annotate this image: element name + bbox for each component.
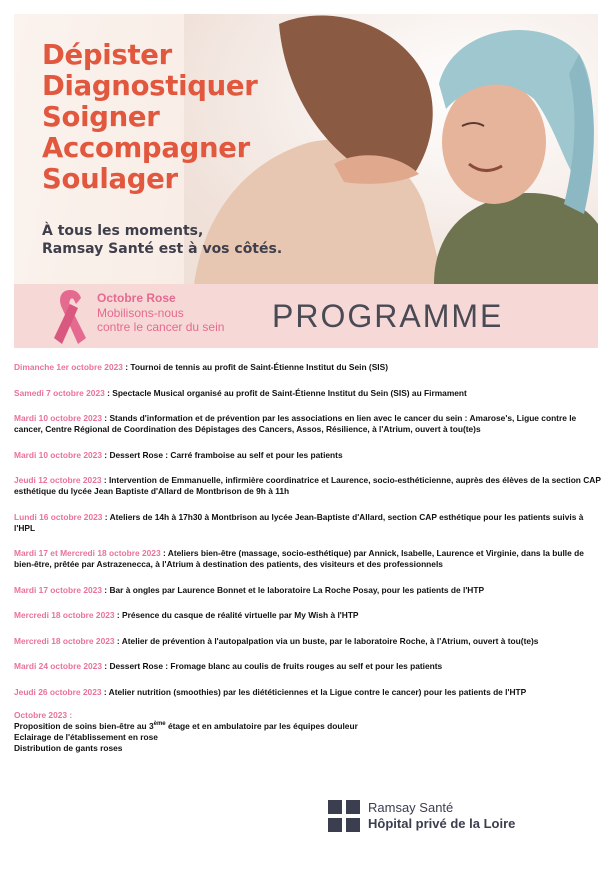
event-date: Mardi 10 octobre 2023 (14, 413, 102, 423)
headline-line: Soulager (42, 163, 178, 195)
event-item: Jeudi 12 octobre 2023 : Intervention de Emmanuelle, infirmière coordinatrice et Laurence, socio-esthéticienne, auprès des élèves de la section CAP esthétique du lycée Jean Baptiste d'Allard de Montbrison de 9h à 11h (14, 475, 601, 496)
event-item: Dimanche 1er octobre 2023 : Tournoi de tennis au profit de Saint-Étienne Institut du Sein (SIS) (14, 362, 388, 372)
event-text: Spectacle Musical organisé au profit de Saint-Étienne Institut du Sein (SIS) au Firmament (112, 387, 467, 398)
event-list (14, 362, 606, 769)
headline-line: Dépister (42, 39, 172, 71)
event-date: Jeudi 26 octobre 2023 (14, 686, 102, 697)
event-text: Tournoi de tennis au profit de Saint-Étienne Institut du Sein (SIS) (130, 362, 388, 372)
band-subtitle-line: contre le cancer du sein (97, 320, 225, 334)
october-line (14, 721, 606, 732)
headline (42, 40, 257, 195)
headline-line: Diagnostiquer (42, 70, 258, 102)
event-date: Samedi 7 octobre 2023 (14, 387, 105, 398)
event-item: Mardi 17 octobre 2023 : Bar à ongles par Laurence Bonnet et le laboratoire La Roche Posay, pour les patients de l'HTP (14, 584, 485, 595)
tagline (42, 222, 282, 258)
logo-site: Hôpital privé de la Loire (368, 816, 516, 831)
event-item: Mardi 24 octobre 2023 : Dessert Rose : Fromage blanc au coulis de fruits rouges au self et pour les patients (14, 661, 443, 671)
hero-banner (14, 14, 598, 284)
event-date: Mardi 17 octobre 2023 (14, 584, 102, 595)
event-text: Atelier de prévention à l'autopalpation via un buste, par le laboratoire Roche, à l'Atrium, ouvert à tou(te)s (121, 635, 539, 646)
october-line-text: étage et en ambulatoire par les équipes douleur (165, 721, 358, 731)
tagline-line-1: À tous les moments, (42, 223, 204, 239)
october-item (14, 710, 606, 754)
event-item: Mercredi 18 octobre 2023 : Atelier de prévention à l'autopalpation via un buste, par le laboratoire Roche, à l'Atrium, ouvert à tou(te)s (14, 635, 539, 646)
band-title: Octobre Rose (97, 291, 176, 305)
event-date: Lundi 16 octobre 2023 (14, 511, 103, 522)
october-date: Octobre 2023 : (14, 710, 73, 720)
logo-name: Ramsay Santé (368, 800, 454, 815)
band-subtitle-line: Mobilisons-nous (97, 306, 184, 320)
headline-line: Accompagner (42, 132, 250, 164)
event-item: Jeudi 26 octobre 2023 : Atelier nutrition (smoothies) par les diététiciennes et la Ligue contre le cancer) pour les patients de l'HTP (14, 686, 527, 697)
event-item: Mardi 10 octobre 2023 : Stands d'information et de prévention par les associations en lien avec le cancer du sein : Amarose's, Ligue contre le cancer, Centre Régional de Coordination des Dépistages des Cancers, Assos, Résilience, à l'Atrium, ouvert à tou(te)s (14, 413, 577, 434)
event-date: Mardi 24 octobre 2023 (14, 661, 102, 671)
event-text: Intervention de Emmanuelle, infirmière coordinatrice et Laurence, socio-esthéticienne, auprès des élèves de la section CAP esthétique du lycée Jean Baptiste d'Allard de Montbrison de 9h à 11h (14, 475, 601, 496)
programme-band (14, 284, 598, 348)
event-text: Atelier nutrition (smoothies) par les diététiciennes et la Ligue contre le cancer) pour les patients de l'HTP (108, 686, 527, 697)
event-date: Mardi 10 octobre 2023 (14, 449, 102, 460)
band-subtitle (97, 306, 267, 334)
event-text: Ateliers bien-être (massage, socio-esthétique) par Annick, Isabelle, Laurence et Virginie, dans la bulle de bien-être, prêtée par Astrazenecca, à l'Atrium à destination des patients, des visiteurs et des professionnels (14, 548, 584, 569)
event-text: Bar à ongles par Laurence Bonnet et le laboratoire La Roche Posay, pour les patients de l'HTP (109, 584, 485, 595)
pink-ribbon-icon (48, 286, 92, 346)
event-text: Stands d'information et de prévention par les associations en lien avec le cancer du sein : Amarose's, Ligue contre le cancer, Centre Régional de Coordination des Dépistages des Cancers, Assos, Résilience, à l'Atrium, ouvert à tou(te)s (14, 413, 577, 434)
event-date: Mercredi 18 octobre 2023 (14, 610, 115, 620)
headline-line: Soigner (42, 101, 160, 133)
programme-heading: PROGRAMME (272, 298, 504, 334)
event-date: Mercredi 18 octobre 2023 (14, 635, 115, 646)
event-date: Jeudi 12 octobre 2023 (14, 475, 102, 485)
event-item: Mercredi 18 octobre 2023 : Présence du casque de réalité virtuelle par My Wish à l'HTP (14, 610, 359, 620)
event-item: Mardi 17 et Mercredi 18 octobre 2023 : Ateliers bien-être (massage, socio-esthétique) par Annick, Isabelle, Laurence et Virginie, dans la bulle de bien-être, prêtée par Astrazenecca, à l'Atrium à destination des patients, des visiteurs et des professionnels (14, 548, 584, 569)
event-text: Présence du casque de réalité virtuelle par My Wish à l'HTP (122, 610, 359, 620)
tagline-line-2: Ramsay Santé est à vos côtés. (42, 241, 283, 257)
october-line-sup: ème (153, 721, 166, 728)
event-text: Dessert Rose : Fromage blanc au coulis de fruits rouges au self et pour les patients (109, 661, 443, 671)
october-line: Distribution de gants roses (14, 743, 123, 753)
event-date: Mardi 17 et Mercredi 18 octobre 2023 (14, 548, 161, 558)
event-item: Mardi 10 octobre 2023 : Dessert Rose : Carré framboise au self et pour les patients (14, 449, 343, 460)
october-line-text: Proposition de soins bien-être au 3 (14, 721, 154, 731)
event-item: Samedi 7 octobre 2023 : Spectacle Musical organisé au profit de Saint-Étienne Institut du Sein (SIS) au Firmament (14, 387, 467, 398)
october-line: Eclairage de l'établissement en rose (14, 732, 158, 742)
event-date: Dimanche 1er octobre 2023 (14, 362, 123, 372)
ramsay-logo-icon (328, 800, 360, 832)
event-item: Lundi 16 octobre 2023 : Ateliers de 14h à 17h30 à Montbrison au lycée Jean-Baptiste d'Allard, section CAP esthétique pour les patients suivis à l'HPL (14, 511, 584, 533)
event-text: Dessert Rose : Carré framboise au self et pour les patients (109, 449, 343, 460)
event-text: Ateliers de 14h à 17h30 à Montbrison au lycée Jean-Baptiste d'Allard, section CAP esthétique pour les patients suivis à l'HPL (14, 511, 584, 533)
